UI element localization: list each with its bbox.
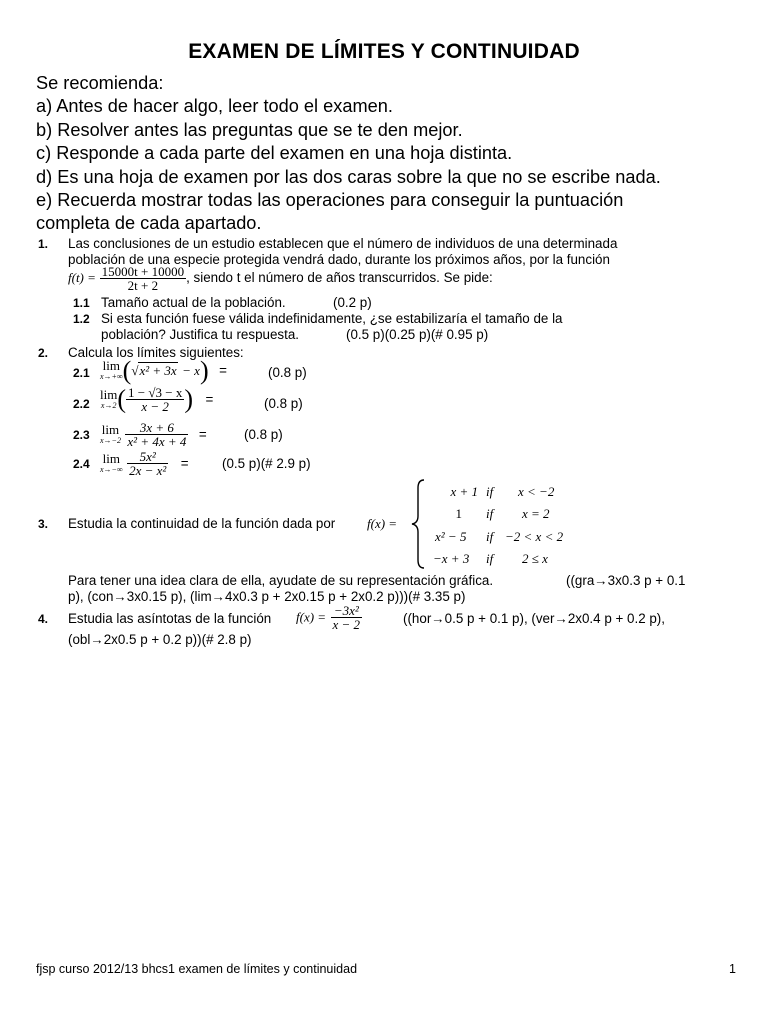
case-condition: 2 ≤ x: [522, 551, 548, 566]
function-lhs: f(x) =: [296, 609, 327, 625]
case-expression: x + 1: [450, 484, 478, 499]
radicand: x² + 3x: [139, 363, 177, 379]
case-condition: x = 2: [522, 506, 550, 521]
function-definition: [296, 604, 362, 631]
subquestion-text: Tamaño actual de la población.: [101, 295, 286, 310]
limit-expression: lim x→2 ( $\frac{1 - √3 - x}{x - 2}$ ) =: [100, 384, 214, 414]
limit-operator: lim x→2: [100, 386, 118, 410]
points: ((gra→3x0.3 p + 0.1: [566, 573, 686, 588]
recommendation-item: b) Resolver antes las preguntas que se te den mejor.: [36, 119, 463, 140]
recommendations-heading: Se recomienda:: [36, 73, 164, 93]
points: (0.2 p): [333, 295, 372, 310]
case-condition: x < −2: [518, 484, 555, 499]
question-number: 1.: [38, 237, 49, 251]
limit-expression: [100, 421, 207, 448]
question-text: Calcula los límites siguientes:: [68, 345, 244, 360]
limit-operator: lim x→−2: [100, 421, 121, 445]
page-title: EXAMEN DE LÍMITES Y CONTINUIDAD: [188, 40, 580, 63]
case-if: if: [486, 484, 494, 499]
equals-sign: =: [205, 391, 214, 407]
function-definition: [68, 265, 493, 292]
footer-text: fjsp curso 2012/13 bhcs1 examen de límites y continuidad: [36, 962, 358, 976]
question-note: Para tener una idea clara de ella, ayudate de su representación gráfica.: [68, 573, 494, 588]
subquestion-number: 2.3: [73, 428, 90, 442]
limit-fraction: [127, 450, 168, 477]
question-text: Estudia las asíntotas de la función: [68, 611, 272, 626]
recommendation-item: e) Recuerda mostrar todas las operaciones para conseguir la puntuación: [36, 190, 624, 211]
function-fraction: [100, 265, 186, 292]
case-if: if: [486, 551, 494, 566]
points: (0.8 p): [268, 365, 307, 380]
recommendation-item: a) Antes de hacer algo, leer todo el examen.: [36, 96, 393, 117]
page-footer: [36, 962, 736, 976]
subquestion-number: 2.4: [73, 457, 90, 471]
fraction-denominator: 2x − x²: [129, 463, 167, 478]
question-text: población de una especie protegida vendrá dado, durante los próximos años, por la función: [68, 252, 610, 267]
recommendations: [36, 72, 736, 236]
subquestion-text: población? Justifica tu respuesta.: [101, 327, 300, 342]
question-text: Estudia la continuidad de la función dada por: [68, 516, 336, 531]
subquestion-number: 1.2: [73, 312, 90, 326]
fraction-numerator: 3x + 6: [125, 421, 188, 435]
fraction-denominator: x − 2: [141, 399, 169, 414]
fraction-numerator: −3x²: [331, 604, 363, 618]
case-expression: 1: [455, 506, 462, 521]
fraction-numerator: 5x²: [127, 450, 168, 464]
points: p), (con→3x0.15 p), (lim→4x0.3 p + 2x0.15 p + 2x0.2 p)))(# 3.35 p): [68, 589, 466, 604]
equals-sign: =: [180, 455, 189, 471]
fraction-numerator: 15000t + 10000: [101, 264, 185, 279]
function-lhs: f(x) =: [367, 516, 398, 531]
question-number: 2.: [38, 346, 49, 360]
case-condition: −2 < x < 2: [505, 529, 564, 544]
limit-expression: lim x→+∞ (√x² + 3x − x) =: [100, 356, 227, 385]
recommendation-item: completa de cada apartado.: [36, 213, 262, 234]
fraction-denominator: x² + 4x + 4: [127, 434, 187, 449]
equals-sign: =: [219, 363, 227, 379]
limit-operator: lim x→+∞: [100, 358, 123, 381]
question-text: Las conclusiones de un estudio establecen que el número de individuos de una determinada: [68, 236, 618, 251]
subquestion-number: 2.1: [73, 366, 90, 380]
limit-expression: [100, 450, 189, 477]
points: (0.8 p): [264, 396, 303, 411]
question-number: 4.: [38, 612, 49, 626]
recommendation-item: d) Es una hoja de examen por las dos caras sobre la que no se escribe nada.: [36, 166, 661, 187]
expression-term: − x: [182, 363, 200, 379]
subquestion-number: 1.1: [73, 296, 90, 310]
limit-fraction: [125, 421, 188, 448]
points: (0.5 p)(# 2.9 p): [222, 456, 311, 471]
case-if: if: [486, 529, 494, 544]
question-text: , siendo t el número de años transcurridos. Se pide:: [186, 270, 493, 286]
case-if: if: [486, 506, 494, 521]
limit-fraction: [126, 386, 184, 413]
case-expression: −x + 3: [433, 551, 470, 566]
fraction-denominator: x − 2: [332, 617, 361, 632]
question-number: 3.: [38, 517, 49, 531]
function-lhs: f(t) =: [68, 270, 96, 286]
fraction-denominator: 2t + 2: [127, 278, 159, 293]
points: (obl→2x0.5 p + 0.2 p))(# 2.8 p): [68, 632, 252, 647]
limit-operator: lim x→−∞: [100, 450, 123, 474]
case-expression: x² − 5: [435, 529, 467, 544]
left-brace: [410, 478, 428, 570]
function-fraction: [331, 604, 363, 631]
points: (0.5 p)(0.25 p)(# 0.95 p): [346, 327, 489, 342]
recommendation-item: c) Responde a cada parte del examen en una hoja distinta.: [36, 143, 513, 164]
page-number: 1: [729, 962, 736, 976]
fraction-numerator: 1 − √3 − x: [128, 385, 183, 400]
points: (0.8 p): [244, 427, 283, 442]
subquestion-number: 2.2: [73, 397, 90, 411]
points: ((hor→0.5 p + 0.1 p), (ver→2x0.4 p + 0.2 p),: [403, 611, 665, 626]
subquestion-text: Si esta función fuese válida indefinidamente, ¿se estabilizaría el tamaño de la: [101, 311, 563, 326]
equals-sign: =: [198, 426, 207, 442]
